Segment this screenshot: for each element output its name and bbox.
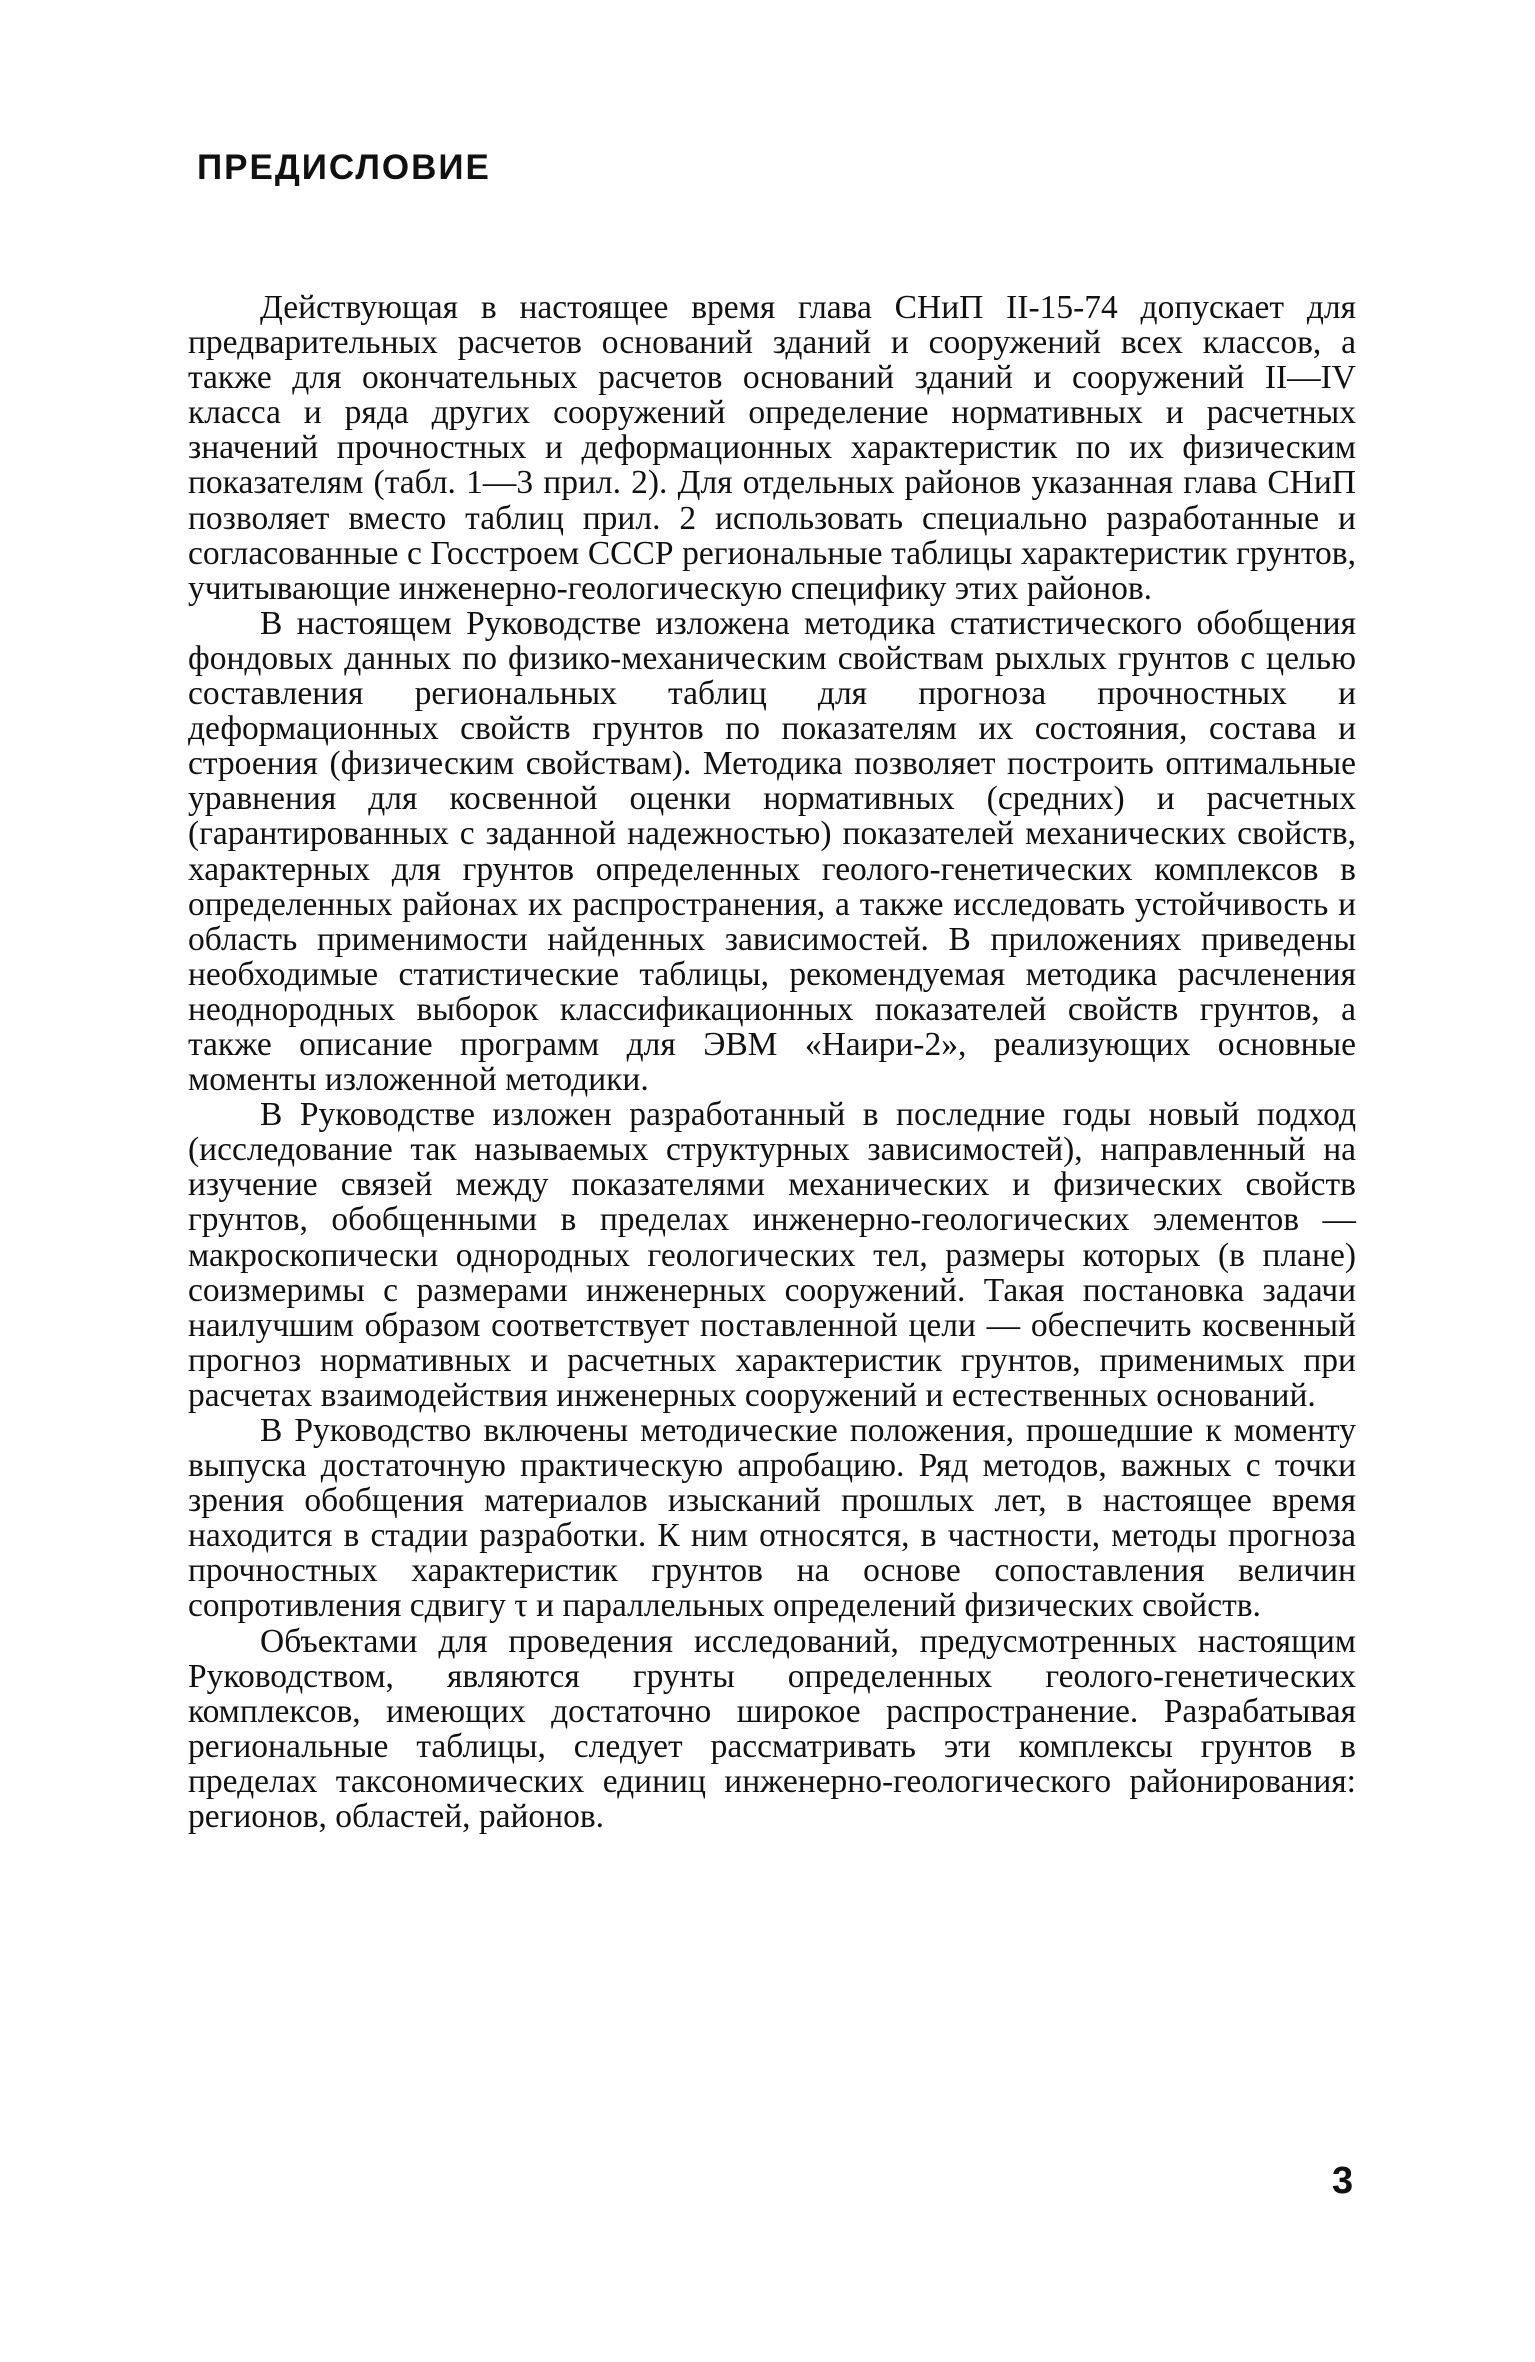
paragraph-4: В Руководство включены методические положения, прошедшие к моменту выпуска достаточную практическую апробацию. Ряд методов, важных с точки зрения обобщения материалов изысканий прошлых лет, в настоящее время находится в стадии разработки. К ним относятся, в частности, методы прогноза прочностных характеристик грунтов на основе сопоставления величин сопротивления сдвигу τ и параллельных определений физических свойств. xyxy=(188,1412,1356,1625)
paragraph-5: Объектами для проведения исследований, предусмотренных настоящим Руководством, являются грунты определенных геолого-генетических комплексов, имеющих достаточно широкое распространение. Разрабатывая региональные таблицы, следует рассматривать эти комплексы грунтов в пределах таксономических единиц инженерно-геологического районирования: регионов, областей, районов. xyxy=(188,1622,1356,1836)
paragraph-1: Действующая в настоящее время глава СНиП II-15-74 допускает для предварительных расчетов оснований зданий и сооружений всех классов, а также для окончательных расчетов оснований зданий и сооружений II—IV класса и ряда других сооружений определение нормативных и расчетных значений прочностных и деформационных характеристик по их физическим показателям (табл. 1—3 прил. 2). Для отдельных районов указанная глава СНиП позволяет вместо таблиц прил. 2 использовать специально разработанные и согласованные с Госстроем СССР региональные таблицы характеристик грунтов, учитывающие инженерно-геологическую специфику этих районов. xyxy=(188,289,1356,607)
page-title: ПРЕДИСЛОВИЕ xyxy=(197,148,491,187)
paragraph-2: В настоящем Руководстве изложена методика статистического обобщения фондовых данных по физико-механическим свойствам рыхлых грунтов с целью составления региональных таблиц для прогноза прочностных и деформационных свойств грунтов по показателям их состояния, состава и строения (физическим свойствам). Методика позволяет построить оптимальные уравнения для косвенной оценки нормативных (средних) и расчетных (гарантированных с заданной надежностью) показателей механических свойств, характерных для грунтов определенных геолого-генетических комплексов в определенных районах их распространения, а также исследовать устойчивость и область применимости найденных зависимостей. В приложениях приведены необходимые статистические таблицы, рекомендуемая методика расчленения неоднородных выборок классификационных показателей свойств грунтов, а также описание программ для ЭВМ «Наири-2», реализующих основные моменты изложенной методики. xyxy=(188,604,1356,1099)
paragraph-3: В Руководстве изложен разработанный в последние годы новый подход (исследование так называемых структурных зависимостей), направленный на изучение связей между показателями механических и физических свойств грунтов, обобщенными в пределах инженерно-геологических элементов — макроскопически однородных геологических тел, размеры которых (в плане) соизмеримы с размерами инженерных сооружений. Такая постановка задачи наилучшим образом соответствует поставленной цели — обеспечить косвенный прогноз нормативных и расчетных характеристик грунтов, применимых при расчетах взаимодействия инженерных сооружений и естественных оснований. xyxy=(188,1096,1356,1414)
body-text xyxy=(188,290,1356,1834)
page-number: 3 xyxy=(1332,2160,1354,2202)
